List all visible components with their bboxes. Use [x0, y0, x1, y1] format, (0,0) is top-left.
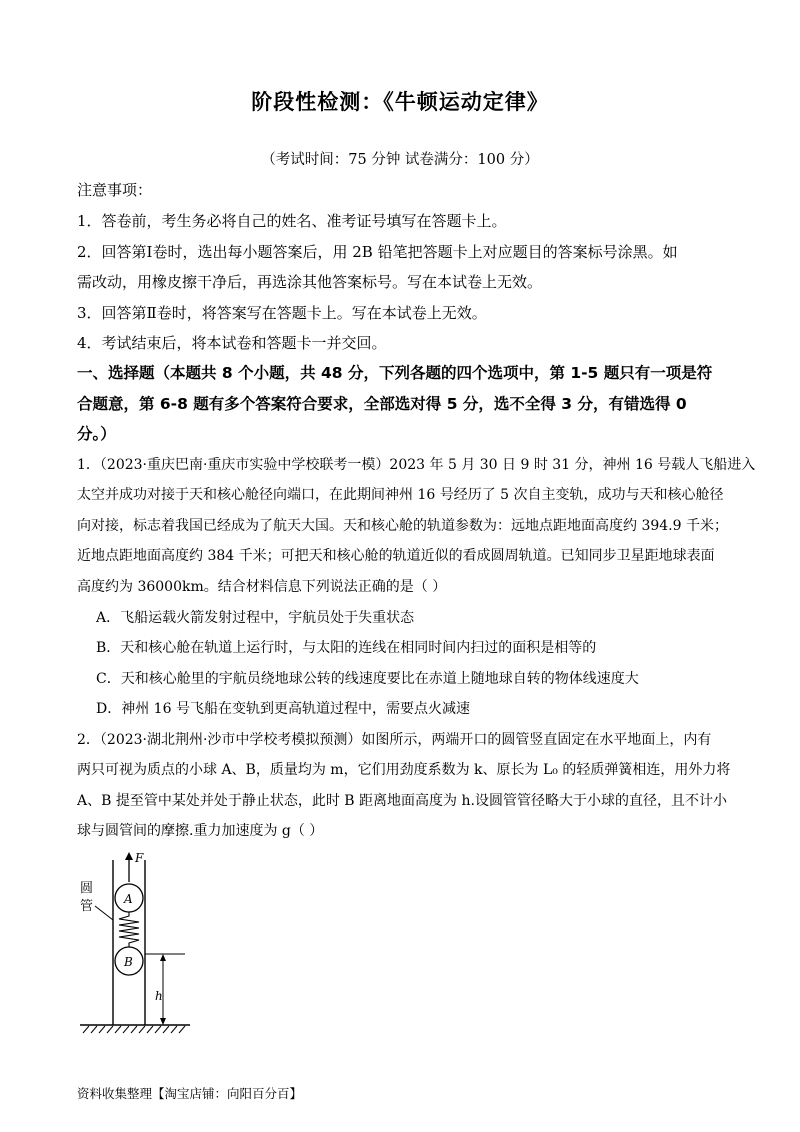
question-2-text: 球与圆管间的摩擦.重力加速度为 g（ ）	[77, 823, 324, 839]
height-label: h	[155, 989, 163, 1003]
notice-item: 1．答卷前，考生务必将自己的姓名、准考证号填写在答题卡上。	[77, 212, 507, 230]
notice-item: 需改动，用橡皮擦干净后，再选涂其他答案标号。写在本试卷上无效。	[77, 273, 543, 291]
question-1-text: 太空并成功对接于天和核心舱径向端口，在此期间神州 16 号经历了 5 次自主变轨，成功与天和核心舱径	[77, 487, 724, 503]
question-1-option-d: D．神州 16 号飞船在变轨到更高轨道过程中，需要点火减速	[96, 701, 470, 717]
ball-a-label: A	[124, 892, 133, 906]
question-1-option-b: B．天和核心舱在轨道上运行时，与太阳的连线在相同时间内扫过的面积是相等的	[96, 640, 597, 656]
tube-label-1: 圆	[80, 881, 94, 896]
ground-hatching	[83, 1026, 185, 1033]
height-arrow-up	[160, 954, 166, 961]
notice-item: 3．回答第Ⅱ卷时，将答案写在答题卡上。写在本试卷上无效。	[77, 304, 487, 322]
force-label: F	[135, 851, 144, 865]
footer-text: 资料收集整理【淘宝店铺：向阳百分百】	[77, 1086, 303, 1101]
section-heading: 一、选择题（本题共 8 个小题，共 48 分，下列各题的四个选项中，第 1-5 题只有一项是符	[77, 364, 713, 382]
question-2-text: 两只可视为质点的小球 A、B，质量均为 m，它们用劲度系数为 k、原长为 L₀ 的轻质弹簧相连，用外力将	[77, 762, 731, 778]
question-1-option-a: A．飞船运载火箭发射过程中，宇航员处于失重状态	[96, 610, 415, 626]
section-heading: 合题意，第 6-8 题有多个答案符合要求，全部选对得 5 分，选不全得 3 分，有错选得 0	[77, 395, 687, 413]
notice-item: 4．考试结束后，将本试卷和答题卡一并交回。	[77, 334, 387, 352]
question-2-text: 2．（2023·湖北荆州·沙市中学校考模拟预测）如图所示，两端开口的圆管竖直固定在水平地面上，内有	[77, 732, 712, 748]
question-1-text: 向对接，标志着我国已经成为了航天大国。天和核心舱的轨道参数为：远地点距地面高度约 394.9 千米；	[77, 518, 728, 534]
ball-b-label: B	[124, 955, 133, 969]
tube-label-leader	[95, 906, 113, 920]
section-heading: 分。）	[77, 425, 116, 443]
page-title: 阶段性检测：《牛顿运动定律》	[251, 90, 549, 114]
spring	[119, 912, 139, 947]
height-arrow-down	[160, 1018, 166, 1025]
tube-label-2: 管	[80, 899, 94, 914]
question-1-text: 1．（2023·重庆巴南·重庆市实验中学校联考一模）2023 年 5 月 30 日 9 时 31 分，神州 16 号载人飞船进入	[77, 457, 756, 473]
tube-diagram	[75, 850, 205, 1040]
notice-item: 2．回答第Ⅰ卷时，选出每小题答案后，用 2B 铅笔把答题卡上对应题目的答案标号涂黑。如	[77, 243, 678, 261]
notice-heading: 注意事项：	[77, 181, 153, 199]
question-1-text: 高度约为 36000km。结合材料信息下列说法正确的是（ ）	[77, 579, 447, 595]
question-1-option-c: C．天和核心舱里的宇航员绕地球公转的线速度要比在赤道上随地球自转的物体线速度大	[96, 671, 639, 687]
question-1-text: 近地点距地面高度约 384 千米；可把天和核心舱的轨道近似的看成圆周轨道。已知同步卫星距地球表面	[77, 548, 715, 564]
tube-spring-figure	[75, 850, 205, 1040]
question-2-text: A、B 提至管中某处并处于静止状态，此时 B 距离地面高度为 h.设圆管管径略大于小球的直径，且不计小	[77, 793, 727, 809]
exam-info: （考试时间：75 分钟 试卷满分：100 分）	[261, 152, 539, 168]
force-arrowhead	[125, 852, 133, 860]
